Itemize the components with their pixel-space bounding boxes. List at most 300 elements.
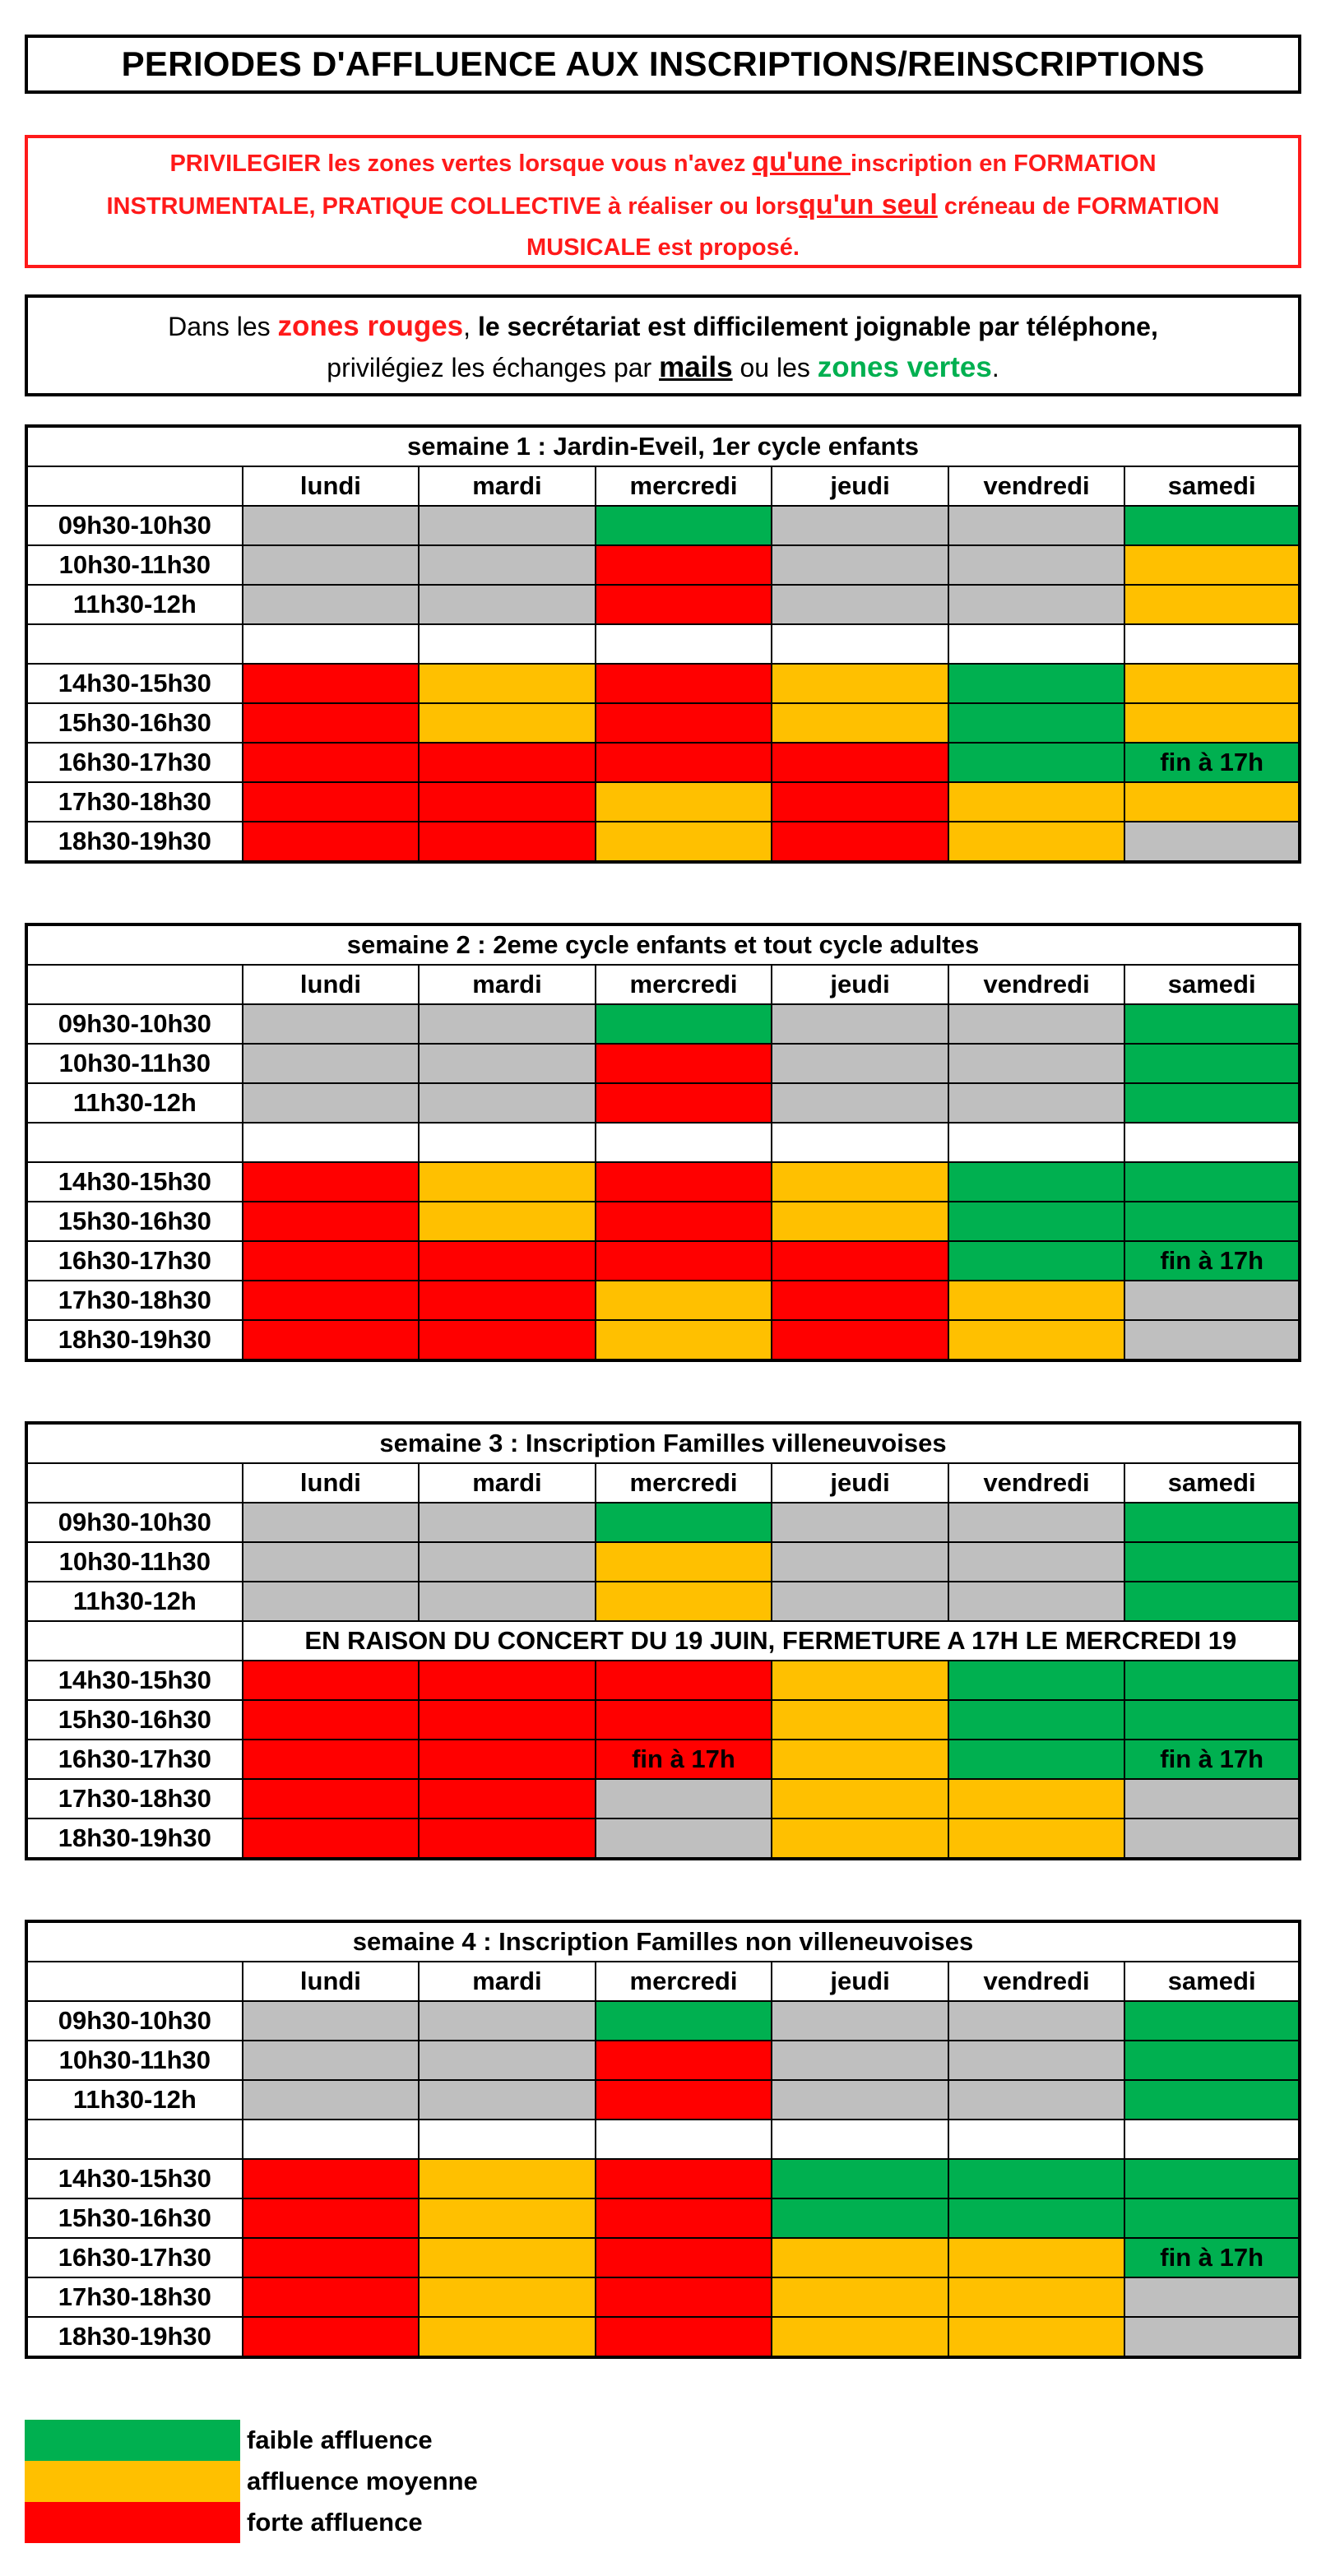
affluence-cell <box>243 624 420 664</box>
affluence-cell <box>596 822 772 862</box>
table-row <box>26 1621 1300 1661</box>
affluence-cell <box>948 1241 1125 1281</box>
time-slot: 17h30-18h30 <box>26 782 243 822</box>
affluence-cell <box>596 1202 772 1241</box>
affluence-cell <box>243 1740 420 1779</box>
week-title: semaine 3 : Inscription Familles villeneuvoises <box>26 1423 1300 1463</box>
affluence-cell <box>948 1162 1125 1202</box>
time-slot: 17h30-18h30 <box>26 2277 243 2317</box>
affluence-cell <box>948 1740 1125 1779</box>
affluence-cell <box>243 1202 420 1241</box>
affluence-cell <box>243 1503 420 1542</box>
affluence-cell <box>243 1700 420 1740</box>
phone-text-2: , <box>463 312 478 341</box>
affluence-cell <box>1124 703 1300 743</box>
day-header: samedi <box>1124 965 1300 1004</box>
affluence-cell <box>596 2080 772 2120</box>
affluence-cell <box>243 2041 420 2080</box>
affluence-cell <box>1124 664 1300 703</box>
affluence-cell <box>419 585 596 624</box>
time-slot: 14h30-15h30 <box>26 664 243 703</box>
affluence-cell <box>596 782 772 822</box>
time-slot: 09h30-10h30 <box>26 1004 243 1044</box>
affluence-cell <box>1124 506 1300 545</box>
affluence-cell <box>419 1779 596 1818</box>
time-slot: 16h30-17h30 <box>26 1740 243 1779</box>
affluence-cell <box>243 664 420 703</box>
affluence-cell <box>243 585 420 624</box>
affluence-cell <box>419 2041 596 2080</box>
green-zones-label: zones vertes <box>817 351 992 383</box>
affluence-cell <box>419 743 596 782</box>
affluence-cell <box>772 1740 948 1779</box>
affluence-cell <box>419 2001 596 2041</box>
affluence-cell <box>948 2198 1125 2238</box>
affluence-cell <box>1124 1700 1300 1740</box>
affluence-cell <box>772 1818 948 1859</box>
phone-notice <box>25 294 1301 396</box>
affluence-cell <box>596 2120 772 2159</box>
affluence-cell <box>948 2277 1125 2317</box>
affluence-cell <box>948 782 1125 822</box>
table-row <box>26 1661 1300 1700</box>
affluence-cell <box>1124 2317 1300 2357</box>
affluence-cell <box>948 1083 1125 1123</box>
phone-text-4: privilégiez les échanges par <box>327 353 660 382</box>
affluence-cell <box>419 1083 596 1123</box>
week-table-4 <box>25 1920 1301 2359</box>
affluence-cell <box>772 2041 948 2080</box>
table-row <box>26 664 1300 703</box>
affluence-cell <box>419 1202 596 1241</box>
affluence-cell <box>948 2041 1125 2080</box>
warning-emphasis-2: qu'un seul <box>799 189 938 220</box>
table-row <box>26 2159 1300 2198</box>
affluence-cell <box>1124 1083 1300 1123</box>
phone-text-1: Dans les <box>168 312 278 341</box>
table-row <box>26 1241 1300 1281</box>
affluence-cell <box>948 1281 1125 1320</box>
affluence-cell <box>596 1582 772 1621</box>
table-row <box>26 2041 1300 2080</box>
affluence-cell <box>1124 1582 1300 1621</box>
affluence-cell <box>772 1582 948 1621</box>
table-row <box>26 703 1300 743</box>
affluence-cell: fin à 17h <box>596 1740 772 1779</box>
table-row <box>26 2238 1300 2277</box>
table-row <box>26 2317 1300 2357</box>
affluence-cell <box>948 1582 1125 1621</box>
affluence-cell <box>243 1281 420 1320</box>
time-slot: 17h30-18h30 <box>26 1779 243 1818</box>
affluence-cell <box>772 1661 948 1700</box>
affluence-cell <box>419 2317 596 2357</box>
affluence-cell <box>243 1582 420 1621</box>
affluence-cell <box>419 664 596 703</box>
affluence-cell <box>243 2277 420 2317</box>
affluence-cell <box>419 545 596 585</box>
affluence-cell <box>596 545 772 585</box>
affluence-cell <box>772 2198 948 2238</box>
affluence-cell <box>1124 1779 1300 1818</box>
affluence-cell <box>419 1162 596 1202</box>
affluence-cell <box>1124 1162 1300 1202</box>
affluence-cell <box>243 1162 420 1202</box>
time-slot: 16h30-17h30 <box>26 743 243 782</box>
table-row <box>26 1700 1300 1740</box>
red-zones-label: zones rouges <box>277 310 464 342</box>
affluence-cell: fin à 17h <box>1124 1740 1300 1779</box>
affluence-cell <box>243 1661 420 1700</box>
affluence-cell <box>1124 782 1300 822</box>
header-corner <box>26 466 243 506</box>
affluence-cell <box>596 743 772 782</box>
affluence-cell <box>772 2277 948 2317</box>
affluence-cell <box>772 2080 948 2120</box>
day-header: mercredi <box>596 1962 772 2001</box>
affluence-cell <box>243 1083 420 1123</box>
affluence-cell <box>948 822 1125 862</box>
affluence-cell <box>772 2317 948 2357</box>
week-table-2 <box>25 923 1301 1362</box>
affluence-cell <box>772 1281 948 1320</box>
affluence-cell <box>772 545 948 585</box>
phone-text-3: le secrétariat est difficilement joignable par téléphone, <box>477 312 1158 341</box>
affluence-cell <box>419 822 596 862</box>
affluence-cell <box>1124 1281 1300 1320</box>
table-row <box>26 2120 1300 2159</box>
legend-swatch-green <box>25 2420 240 2461</box>
time-slot: 17h30-18h30 <box>26 1281 243 1320</box>
affluence-cell <box>243 2001 420 2041</box>
day-header: lundi <box>243 1463 420 1503</box>
affluence-cell <box>243 2120 420 2159</box>
affluence-cell <box>1124 2001 1300 2041</box>
affluence-cell <box>596 1661 772 1700</box>
affluence-cell <box>948 1700 1125 1740</box>
table-row <box>26 1083 1300 1123</box>
affluence-cell <box>596 1503 772 1542</box>
affluence-cell <box>1124 2080 1300 2120</box>
affluence-cell <box>1124 545 1300 585</box>
time-slot: 10h30-11h30 <box>26 1044 243 1083</box>
affluence-cell <box>948 2120 1125 2159</box>
affluence-cell <box>419 1582 596 1621</box>
table-row <box>26 1004 1300 1044</box>
affluence-cell <box>596 506 772 545</box>
time-slot: 15h30-16h30 <box>26 1700 243 1740</box>
affluence-cell <box>243 743 420 782</box>
affluence-cell <box>243 2317 420 2357</box>
affluence-cell <box>596 1004 772 1044</box>
table-row <box>26 2080 1300 2120</box>
affluence-cell <box>1124 1004 1300 1044</box>
affluence-cell <box>1124 2120 1300 2159</box>
table-row <box>26 1740 1300 1779</box>
affluence-cell <box>1124 1503 1300 1542</box>
time-slot: 09h30-10h30 <box>26 506 243 545</box>
affluence-cell <box>243 2238 420 2277</box>
affluence-cell <box>772 1542 948 1582</box>
affluence-cell <box>419 1320 596 1360</box>
affluence-cell <box>596 2238 772 2277</box>
affluence-cell <box>243 545 420 585</box>
time-slot: 16h30-17h30 <box>26 2238 243 2277</box>
time-slot: 11h30-12h <box>26 2080 243 2120</box>
day-header: vendredi <box>948 466 1125 506</box>
table-row <box>26 1202 1300 1241</box>
week-title: semaine 2 : 2eme cycle enfants et tout cycle adultes <box>26 924 1300 965</box>
affluence-cell <box>596 1281 772 1320</box>
affluence-cell: fin à 17h <box>1124 1241 1300 1281</box>
affluence-cell <box>419 1044 596 1083</box>
day-header: vendredi <box>948 1962 1125 2001</box>
affluence-cell <box>1124 1202 1300 1241</box>
header-corner <box>26 965 243 1004</box>
affluence-cell <box>948 1542 1125 1582</box>
affluence-cell <box>948 743 1125 782</box>
affluence-cell <box>772 624 948 664</box>
day-header: mercredi <box>596 965 772 1004</box>
affluence-cell <box>419 1503 596 1542</box>
affluence-cell <box>243 1004 420 1044</box>
affluence-cell <box>243 822 420 862</box>
affluence-cell <box>419 2159 596 2198</box>
affluence-cell <box>772 1779 948 1818</box>
table-row <box>26 2001 1300 2041</box>
legend-swatch-red <box>25 2502 240 2543</box>
time-slot: 09h30-10h30 <box>26 1503 243 1542</box>
table-row <box>26 1582 1300 1621</box>
header-corner <box>26 1962 243 2001</box>
time-slot: 18h30-19h30 <box>26 1320 243 1360</box>
affluence-cell <box>419 2238 596 2277</box>
affluence-cell <box>596 1083 772 1123</box>
affluence-cell <box>772 2238 948 2277</box>
affluence-cell <box>1124 2277 1300 2317</box>
table-row <box>26 506 1300 545</box>
affluence-cell <box>419 2120 596 2159</box>
affluence-cell <box>243 703 420 743</box>
day-header: mardi <box>419 466 596 506</box>
affluence-cell <box>772 782 948 822</box>
affluence-cell <box>1124 822 1300 862</box>
time-slot: 16h30-17h30 <box>26 1241 243 1281</box>
affluence-cell <box>772 664 948 703</box>
affluence-cell: fin à 17h <box>1124 2238 1300 2277</box>
affluence-cell: fin à 17h <box>1124 743 1300 782</box>
time-slot: 14h30-15h30 <box>26 2159 243 2198</box>
time-slot: 18h30-19h30 <box>26 2317 243 2357</box>
affluence-cell <box>596 1320 772 1360</box>
warning-text-3: INSTRUMENTALE, PRATIQUE COLLECTIVE à réaliser ou lors <box>106 193 800 220</box>
table-row <box>26 585 1300 624</box>
legend-label-medium: affluence moyenne <box>247 2467 478 2495</box>
affluence-cell <box>772 2120 948 2159</box>
affluence-cell <box>596 2159 772 2198</box>
affluence-cell <box>243 2198 420 2238</box>
time-slot: 11h30-12h <box>26 585 243 624</box>
affluence-cell <box>419 2277 596 2317</box>
warning-emphasis-1: qu'une <box>752 146 851 178</box>
affluence-cell <box>948 1503 1125 1542</box>
affluence-cell <box>948 2080 1125 2120</box>
legend-label-high: forte affluence <box>247 2508 423 2537</box>
day-header: lundi <box>243 965 420 1004</box>
affluence-cell <box>419 624 596 664</box>
affluence-cell <box>948 1202 1125 1241</box>
day-header: mardi <box>419 1463 596 1503</box>
affluence-cell <box>596 2041 772 2080</box>
time-slot: 11h30-12h <box>26 1582 243 1621</box>
table-row <box>26 545 1300 585</box>
affluence-cell <box>948 1779 1125 1818</box>
phone-text-5: ou les <box>732 353 818 382</box>
affluence-cell <box>772 822 948 862</box>
affluence-cell <box>596 1542 772 1582</box>
day-header: jeudi <box>772 466 948 506</box>
affluence-cell <box>596 1162 772 1202</box>
day-header: lundi <box>243 1962 420 2001</box>
time-slot: 15h30-16h30 <box>26 703 243 743</box>
time-slot: 10h30-11h30 <box>26 2041 243 2080</box>
table-row <box>26 822 1300 862</box>
warning-text-1: PRIVILEGIER les zones vertes lorsque vous n'avez <box>169 151 753 177</box>
table-row <box>26 1818 1300 1859</box>
time-slot: 18h30-19h30 <box>26 822 243 862</box>
closure-note: EN RAISON DU CONCERT DU 19 JUIN, FERMETURE A 17H LE MERCREDI 19 <box>243 1621 1300 1661</box>
day-header: mardi <box>419 965 596 1004</box>
time-slot: 14h30-15h30 <box>26 1162 243 1202</box>
affluence-cell <box>596 2317 772 2357</box>
affluence-cell <box>772 1044 948 1083</box>
affluence-cell <box>772 743 948 782</box>
affluence-cell <box>243 2080 420 2120</box>
affluence-cell <box>419 1004 596 1044</box>
affluence-cell <box>948 1818 1125 1859</box>
table-row <box>26 743 1300 782</box>
affluence-cell <box>772 1162 948 1202</box>
legend-swatch-orange <box>25 2461 240 2502</box>
time-slot: 15h30-16h30 <box>26 1202 243 1241</box>
time-slot: 10h30-11h30 <box>26 1542 243 1582</box>
affluence-cell <box>596 703 772 743</box>
affluence-cell <box>243 1542 420 1582</box>
affluence-cell <box>243 1241 420 1281</box>
table-row <box>26 1503 1300 1542</box>
affluence-cell <box>772 703 948 743</box>
day-header: samedi <box>1124 1962 1300 2001</box>
affluence-cell <box>948 664 1125 703</box>
affluence-cell <box>772 1083 948 1123</box>
affluence-cell <box>1124 2159 1300 2198</box>
table-row <box>26 1123 1300 1162</box>
time-slot <box>26 2120 243 2159</box>
week-table-3 <box>25 1421 1301 1860</box>
day-header: mardi <box>419 1962 596 2001</box>
affluence-cell <box>948 2001 1125 2041</box>
affluence-cell <box>1124 1818 1300 1859</box>
day-header: mercredi <box>596 466 772 506</box>
day-header: jeudi <box>772 1962 948 2001</box>
table-row <box>26 1779 1300 1818</box>
affluence-cell <box>948 2238 1125 2277</box>
affluence-cell <box>596 2001 772 2041</box>
affluence-cell <box>419 1542 596 1582</box>
affluence-cell <box>772 2159 948 2198</box>
affluence-cell <box>1124 1661 1300 1700</box>
affluence-cell <box>243 1320 420 1360</box>
warning-text-5: MUSICALE est proposé. <box>526 234 800 261</box>
affluence-cell <box>419 506 596 545</box>
affluence-cell <box>948 1661 1125 1700</box>
table-row <box>26 624 1300 664</box>
affluence-cell <box>948 1320 1125 1360</box>
affluence-cell <box>1124 2041 1300 2080</box>
affluence-cell <box>1124 1542 1300 1582</box>
affluence-cell <box>948 2317 1125 2357</box>
affluence-cell <box>948 506 1125 545</box>
affluence-cell <box>948 624 1125 664</box>
time-slot: 11h30-12h <box>26 1083 243 1123</box>
mails-label: mails <box>659 351 733 383</box>
table-row <box>26 1320 1300 1360</box>
affluence-cell <box>243 1044 420 1083</box>
affluence-cell <box>243 1123 420 1162</box>
affluence-cell <box>419 1740 596 1779</box>
table-row <box>26 782 1300 822</box>
affluence-cell <box>772 1202 948 1241</box>
affluence-cell <box>948 585 1125 624</box>
affluence-cell <box>948 1004 1125 1044</box>
day-header: lundi <box>243 466 420 506</box>
affluence-cell <box>596 1241 772 1281</box>
affluence-cell <box>772 1241 948 1281</box>
affluence-cell <box>1124 585 1300 624</box>
time-slot <box>26 1621 243 1661</box>
day-header: samedi <box>1124 1463 1300 1503</box>
warning-notice <box>25 135 1301 268</box>
day-header: vendredi <box>948 1463 1125 1503</box>
table-row <box>26 2198 1300 2238</box>
day-header: mercredi <box>596 1463 772 1503</box>
affluence-cell <box>948 2159 1125 2198</box>
affluence-cell <box>419 1123 596 1162</box>
day-header: jeudi <box>772 1463 948 1503</box>
affluence-cell <box>419 703 596 743</box>
affluence-cell <box>596 664 772 703</box>
affluence-cell <box>243 1818 420 1859</box>
affluence-cell <box>772 1700 948 1740</box>
table-row <box>26 2277 1300 2317</box>
affluence-cell <box>948 545 1125 585</box>
time-slot <box>26 1123 243 1162</box>
affluence-cell <box>243 2159 420 2198</box>
affluence-cell <box>419 2080 596 2120</box>
affluence-cell <box>772 1004 948 1044</box>
affluence-cell <box>1124 2198 1300 2238</box>
affluence-cell <box>596 1818 772 1859</box>
affluence-cell <box>243 506 420 545</box>
affluence-cell <box>772 506 948 545</box>
affluence-cell <box>419 1700 596 1740</box>
affluence-cell <box>948 703 1125 743</box>
affluence-cell <box>419 782 596 822</box>
affluence-cell <box>596 585 772 624</box>
legend-label-low: faible affluence <box>247 2425 433 2454</box>
affluence-cell <box>596 1123 772 1162</box>
table-row <box>26 1281 1300 1320</box>
